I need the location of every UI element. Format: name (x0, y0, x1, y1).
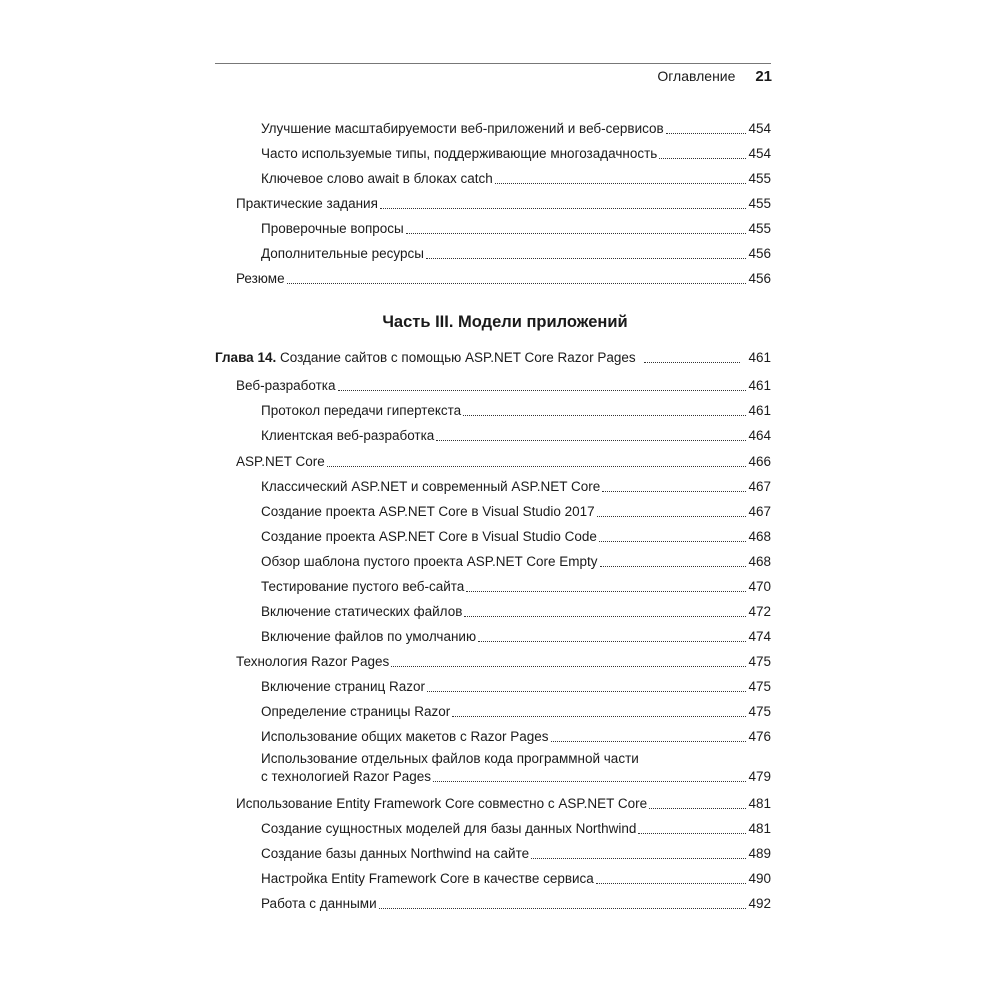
toc-entry[interactable]: Настройка Entity Framework Core в качестве сервиса 490 (261, 871, 771, 886)
toc-entry[interactable]: Практические задания 455 (236, 196, 771, 211)
toc-entry[interactable]: Обзор шаблона пустого проекта ASP.NET Core Empty 468 (261, 554, 771, 569)
toc-entry[interactable]: Включение страниц Razor 475 (261, 679, 771, 694)
toc-entry[interactable]: Создание базы данных Northwind на сайте 489 (261, 846, 771, 861)
part-title: Часть III. Модели приложений (382, 313, 628, 331)
toc-entry[interactable]: Резюме 456 (236, 271, 771, 286)
toc-entry[interactable]: Технология Razor Pages 475 (236, 654, 771, 669)
toc-entry[interactable]: Использование отдельных файлов кода программной части с технологией Razor Pages 479 (261, 751, 771, 784)
toc-entry[interactable]: ASP.NET Core 466 (236, 454, 771, 469)
toc-entry[interactable]: Создание проекта ASP.NET Core в Visual Studio 2017 467 (261, 504, 771, 519)
toc-entry[interactable]: Проверочные вопросы 455 (261, 221, 771, 236)
toc-entry[interactable]: Дополнительные ресурсы 456 (261, 246, 771, 261)
chapter-page: 461 (748, 350, 771, 365)
chapter-entry[interactable] (215, 342, 771, 367)
header-rule (215, 63, 771, 64)
toc-entry[interactable]: Использование общих макетов с Razor Pages 476 (261, 729, 771, 744)
chapter-title: Создание сайтов с помощью ASP.NET Core Razor Pages (279, 350, 636, 365)
chapter-label: Глава 14. (215, 350, 277, 365)
toc-entry[interactable]: Создание проекта ASP.NET Core в Visual Studio Code 468 (261, 529, 771, 544)
toc-entry[interactable]: Часто используемые типы, поддерживающие многозадачность 454 (261, 146, 771, 161)
page-number: 21 (755, 68, 772, 85)
toc-entry[interactable]: Улучшение масштабируемости веб-приложений и веб-сервисов 454 (261, 121, 771, 136)
toc-entry[interactable]: Включение файлов по умолчанию 474 (261, 629, 771, 644)
toc-entry[interactable]: Клиентская веб-разработка 464 (261, 428, 771, 443)
toc-entry[interactable]: Протокол передачи гипертекста 461 (261, 403, 771, 418)
toc-entry[interactable]: Работа с данными 492 (261, 896, 771, 911)
running-head (657, 66, 772, 87)
toc-entry[interactable]: Ключевое слово await в блоках catch 455 (261, 171, 771, 186)
toc-entry[interactable]: Определение страницы Razor 475 (261, 704, 771, 719)
toc-entry[interactable]: Создание сущностных моделей для базы данных Northwind 481 (261, 821, 771, 836)
toc-entry[interactable]: Включение статических файлов 472 (261, 604, 771, 619)
toc-entry[interactable]: Классический ASP.NET и современный ASP.NET Core 467 (261, 479, 771, 494)
running-head-title: Оглавление (657, 68, 736, 84)
toc-entry[interactable]: Веб-разработка 461 (236, 378, 771, 393)
toc-entry[interactable]: Тестирование пустого веб-сайта 470 (261, 579, 771, 594)
toc-entry[interactable]: Использование Entity Framework Core совместно с ASP.NET Core 481 (236, 796, 771, 811)
